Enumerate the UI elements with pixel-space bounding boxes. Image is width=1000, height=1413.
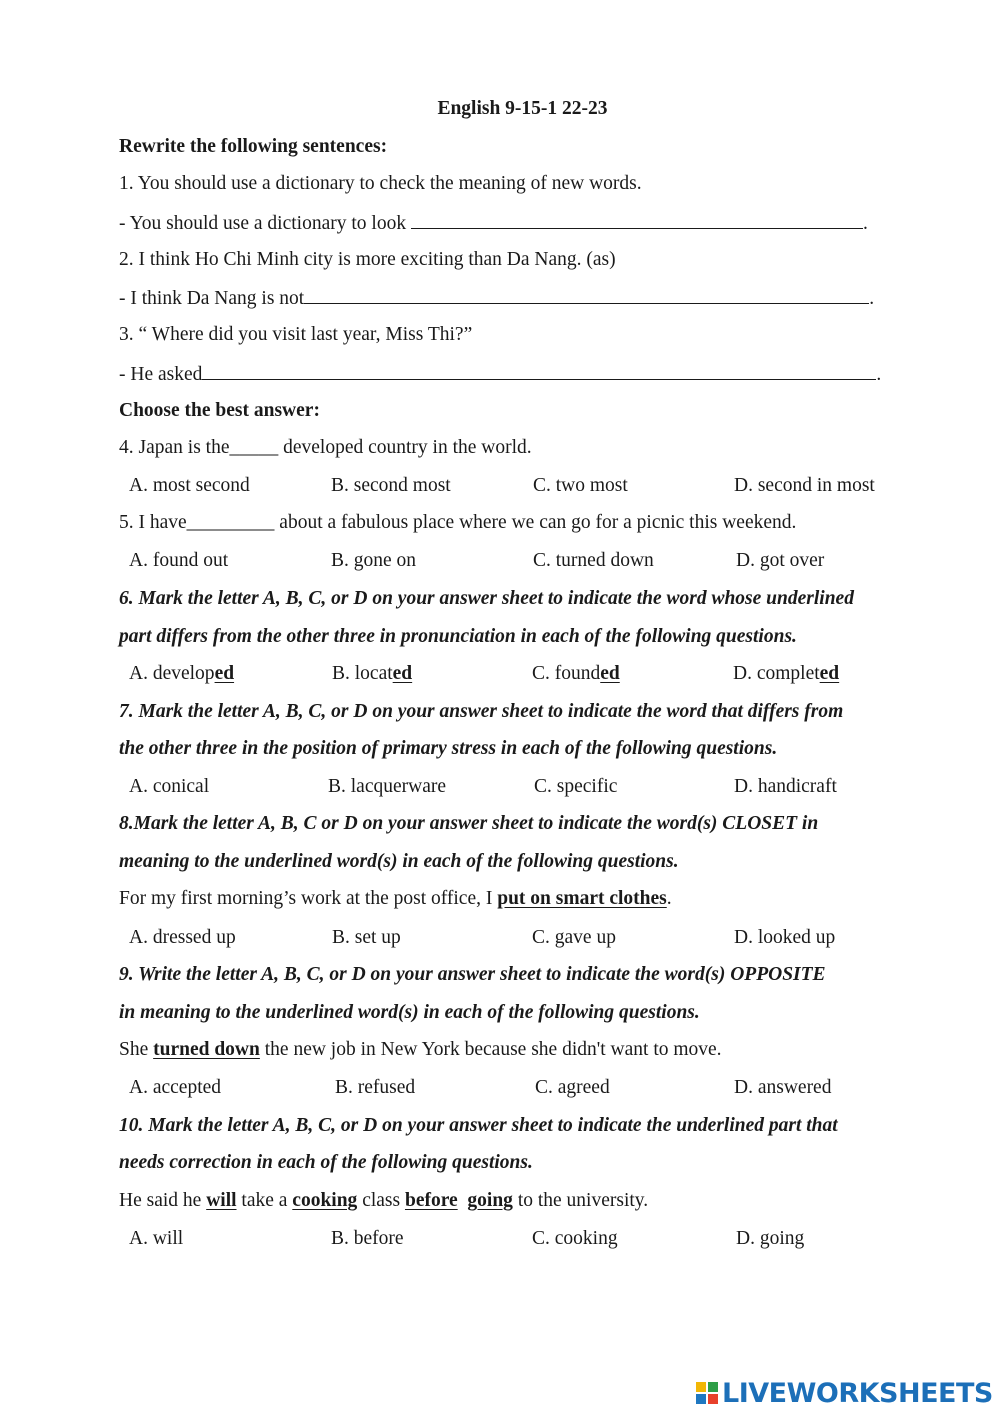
question-4: 4. Japan is the_____ developed country in the world. [119, 437, 532, 458]
question-10-sentence [119, 1189, 648, 1213]
question-7-instruction-cont: the other three in the position of primary stress in each of the following questions. [119, 738, 778, 759]
liveworksheets-logo [696, 1377, 993, 1409]
q6-option-a[interactable] [129, 662, 234, 686]
answer-line-1 [119, 210, 868, 236]
q9-option-b[interactable]: B. refused [335, 1077, 416, 1098]
q6-option-c-text: C. found [532, 663, 601, 684]
q10-underlined-will: will [206, 1190, 237, 1211]
q6-option-b-text: B. locat [332, 663, 393, 684]
answer-2-input[interactable] [304, 285, 869, 304]
question-9-sentence [119, 1038, 722, 1062]
answer-2-prefix: - I think Da Nang is not [119, 288, 305, 309]
q6-option-a-text: A. develop [129, 663, 215, 684]
q8-sentence-post: . [666, 888, 672, 909]
question-9-instruction-cont: in meaning to the underlined word(s) in each of the following questions. [119, 1002, 700, 1023]
question-6-instruction-cont: part differs from the other three in pronunciation in each of the following questions. [119, 626, 797, 647]
q10-text-4 [458, 1190, 468, 1211]
q9-option-d[interactable]: D. answered [734, 1077, 832, 1098]
question-6-instruction: 6. Mark the letter A, B, C, or D on your answer sheet to indicate the word whose underlined [119, 588, 854, 609]
q6-option-d[interactable] [733, 662, 839, 686]
answer-1-period: . [862, 213, 868, 234]
question-9-instruction: 9. Write the letter A, B, C, or D on your answer sheet to indicate the word(s) OPPOSITE [119, 964, 826, 985]
answer-3-prefix: - He asked [119, 364, 203, 385]
q6-option-b[interactable] [332, 662, 412, 686]
q10-option-b[interactable]: B. before [331, 1228, 404, 1249]
q8-option-b[interactable]: B. set up [332, 927, 401, 948]
q6-option-c[interactable] [532, 662, 620, 686]
answer-line-2 [119, 285, 874, 311]
liveworksheets-logo-icon [696, 1382, 718, 1404]
question-8-instruction-cont: meaning to the underlined word(s) in each of the following questions. [119, 851, 679, 872]
section-header-choose: Choose the best answer: [119, 400, 320, 421]
q5-option-a[interactable]: A. found out [129, 550, 229, 571]
q8-option-a[interactable]: A. dressed up [129, 927, 236, 948]
q6-option-a-underlined: ed [214, 663, 235, 684]
question-2: 2. I think Ho Chi Minh city is more exciting than Da Nang. (as) [119, 249, 616, 270]
question-10-instruction-cont: needs correction in each of the following questions. [119, 1152, 533, 1173]
answer-2-period: . [869, 288, 875, 309]
q6-option-b-underlined: ed [392, 663, 413, 684]
q9-sentence-pre: She [119, 1039, 154, 1060]
q7-option-c[interactable]: C. specific [534, 776, 618, 797]
page-title: English 9-15-1 22-23 [437, 98, 608, 119]
q7-option-d[interactable]: D. handicraft [734, 776, 837, 797]
q7-option-a[interactable]: A. conical [129, 776, 210, 797]
q9-sentence-post: the new job in New York because she didn't want to move. [259, 1039, 722, 1060]
question-7-instruction: 7. Mark the letter A, B, C, or D on your answer sheet to indicate the word that differs from [119, 701, 844, 722]
q5-option-c[interactable]: C. turned down [533, 550, 654, 571]
q4-option-c[interactable]: C. two most [533, 475, 628, 496]
q6-option-d-underlined: ed [819, 663, 840, 684]
question-8-instruction: 8.Mark the letter A, B, C or D on your answer sheet to indicate the word(s) CLOSET in [119, 813, 819, 834]
q6-option-c-underlined: ed [600, 663, 620, 684]
q10-option-c[interactable]: C. cooking [532, 1228, 618, 1249]
q8-option-c[interactable]: C. gave up [532, 927, 616, 948]
q9-option-c[interactable]: C. agreed [535, 1077, 610, 1098]
q10-underlined-before: before [404, 1190, 458, 1211]
q10-underlined-cooking: cooking [292, 1190, 358, 1211]
q7-option-b[interactable]: B. lacquerware [328, 776, 447, 797]
q5-option-b[interactable]: B. gone on [331, 550, 417, 571]
question-10-instruction: 10. Mark the letter A, B, C, or D on your answer sheet to indicate the underlined part that [119, 1115, 838, 1136]
q10-text-2: take a [236, 1190, 293, 1211]
question-1: 1. You should use a dictionary to check the meaning of new words. [119, 173, 642, 194]
q5-option-d[interactable]: D. got over [736, 550, 825, 571]
question-3: 3. “ Where did you visit last year, Miss Thi?” [119, 324, 473, 345]
q10-text-1: He said he [119, 1190, 207, 1211]
q10-text-3: class [357, 1190, 405, 1211]
q4-option-a[interactable]: A. most second [129, 475, 250, 496]
q8-sentence-pre: For my first morning’s work at the post office, I [119, 888, 498, 909]
q4-option-d[interactable]: D. second in most [734, 475, 875, 496]
q10-option-a[interactable]: A. will [129, 1228, 184, 1249]
q10-option-d[interactable]: D. going [736, 1228, 805, 1249]
liveworksheets-logo-text: LIVEWORKSHEETS [722, 1377, 993, 1409]
q8-underlined-phrase: put on smart clothes [497, 888, 667, 909]
answer-1-prefix: - You should use a dictionary to look [119, 213, 407, 234]
answer-1-input[interactable] [411, 210, 863, 229]
q6-option-d-text: D. complet [733, 663, 820, 684]
q9-option-a[interactable]: A. accepted [129, 1077, 222, 1098]
q10-text-5: to the university. [512, 1190, 649, 1211]
section-header-rewrite: Rewrite the following sentences: [119, 136, 388, 157]
q9-underlined-phrase: turned down [153, 1039, 260, 1060]
question-5: 5. I have_________ about a fabulous place where we can go for a picnic this weekend. [119, 512, 797, 533]
answer-line-3 [119, 361, 881, 387]
answer-3-input[interactable] [202, 361, 876, 380]
q4-option-b[interactable]: B. second most [331, 475, 451, 496]
question-8-sentence [119, 887, 672, 911]
answer-3-period: . [876, 364, 882, 385]
q10-underlined-going: going [467, 1190, 513, 1211]
q8-option-d[interactable]: D. looked up [734, 927, 836, 948]
